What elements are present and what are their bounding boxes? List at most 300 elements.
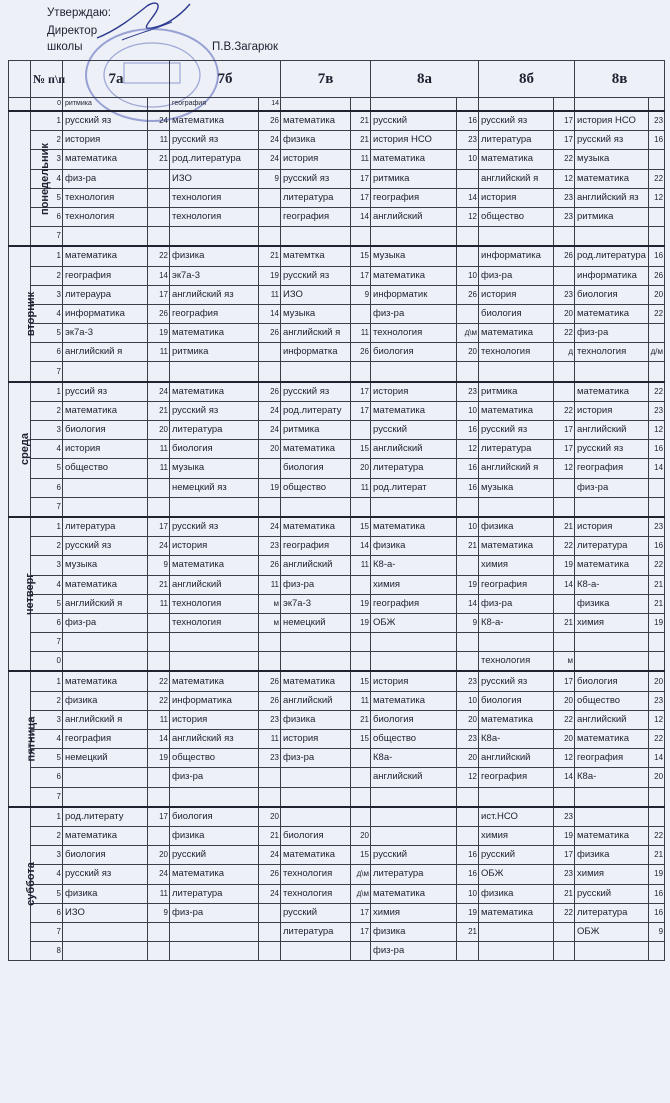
hours-cell [554,922,575,941]
hours-cell: 23 [649,517,665,537]
lesson-row [9,826,665,845]
subject-cell: литература [371,865,457,884]
subject-cell: физ-ра [479,594,554,613]
lesson-number: 2 [31,131,63,150]
subject-cell: литература [63,517,148,537]
lesson-row [9,401,665,420]
hours-cell: 11 [351,478,371,497]
subject-cell: биология [575,671,649,691]
subject-cell: математика [479,710,554,729]
subject-cell: литература [281,188,351,207]
subject-cell [63,787,148,807]
lesson-row [9,324,665,343]
hours-cell: 11 [351,691,371,710]
hours-cell: 14 [148,730,170,749]
lesson-row [9,440,665,459]
subject-cell: английский [371,440,457,459]
hours-cell: 20 [148,421,170,440]
subject-cell: русский [479,846,554,865]
day-name: суббота [24,862,37,906]
subject-cell: информатика [575,266,649,285]
subject-cell: русский яз [281,382,351,402]
hours-cell: 14 [351,207,371,226]
lesson-number: 6 [31,768,63,787]
hours-cell: 11 [148,131,170,150]
subject-cell: математика [575,730,649,749]
hours-cell: 24 [148,537,170,556]
subject-cell: биология [281,459,351,478]
hours-cell: 17 [351,903,371,922]
subject-cell: ритмика [575,207,649,226]
hours-cell: 22 [148,246,170,266]
hours-cell [259,652,281,672]
hours-cell: 16 [649,884,665,903]
lesson-number: 3 [31,846,63,865]
hours-cell [457,497,479,517]
hours-cell: 17 [554,421,575,440]
subject-cell [479,787,554,807]
subject-cell: география [170,304,259,323]
subject-cell: математика [371,691,457,710]
subject-cell: математика [575,826,649,845]
hours-cell: 16 [457,846,479,865]
hours-cell [148,633,170,652]
subject-cell: русский яз [170,517,259,537]
subject-cell: физ-ра [170,768,259,787]
subject-cell [371,98,457,112]
subject-cell: эк7а-3 [63,324,148,343]
lesson-number: 6 [31,343,63,362]
subject-cell: биология [479,691,554,710]
subject-cell: география [479,768,554,787]
subject-cell: математика [63,826,148,845]
subject-cell: литература [170,884,259,903]
hours-cell: 12 [649,421,665,440]
subject-cell [575,652,649,672]
subject-cell: английский яз [170,285,259,304]
hours-cell: 9 [351,285,371,304]
hours-cell: 20 [649,671,665,691]
hours-cell: 16 [457,459,479,478]
subject-cell: технология [63,188,148,207]
hours-cell: 24 [259,884,281,903]
lesson-number: 6 [31,613,63,632]
subject-cell: русский яз [575,440,649,459]
lesson-row [9,421,665,440]
hours-cell: 10 [457,266,479,285]
subject-cell: математика [479,150,554,169]
subject-cell [281,98,351,112]
hours-cell [148,613,170,632]
hours-cell: 17 [351,266,371,285]
hours-cell: 21 [554,884,575,903]
subject-cell: русский яз [479,421,554,440]
hours-cell: 21 [351,111,371,131]
subject-cell: физ-ра [63,613,148,632]
director-name: П.В.Загарюк [212,41,279,53]
hours-cell [457,246,479,266]
subject-cell: физика [170,246,259,266]
header-row [9,61,665,98]
subject-cell [281,768,351,787]
lesson-number: 4 [31,440,63,459]
hours-cell [148,227,170,247]
subject-cell: физ-ра [479,266,554,285]
subject-cell: музыка [479,478,554,497]
hours-cell [649,652,665,672]
hours-cell [259,343,281,362]
empty-day-cell [9,98,31,112]
lesson-number: 7 [31,362,63,382]
subject-cell [371,497,457,517]
hours-cell: 23 [259,749,281,768]
lesson-row [9,246,665,266]
subject-cell [281,652,351,672]
subject-cell: литература [575,537,649,556]
hours-cell: 11 [259,285,281,304]
hours-cell [457,169,479,188]
hours-cell: 15 [351,246,371,266]
day-name: среда [19,433,32,466]
subject-cell: информатик [371,285,457,304]
hours-cell: 9 [259,169,281,188]
hours-cell: д\м [457,324,479,343]
lesson-number: 5 [31,459,63,478]
subject-cell: география [575,459,649,478]
subject-cell: технология [479,343,554,362]
subject-cell: история [479,188,554,207]
hours-cell: 19 [351,594,371,613]
hours-cell: 26 [554,246,575,266]
subject-cell [63,633,148,652]
hours-cell: 19 [649,865,665,884]
subject-cell: немецкий [63,749,148,768]
hours-cell: 21 [649,575,665,594]
subject-cell [63,942,148,961]
hours-cell: 23 [259,710,281,729]
subject-cell: информатика [479,246,554,266]
hours-cell: 12 [649,188,665,207]
hours-cell: 21 [148,401,170,420]
hours-cell: 10 [457,691,479,710]
hours-cell: 22 [554,710,575,729]
lesson-row [9,382,665,402]
subject-cell [479,942,554,961]
hours-cell: 26 [259,111,281,131]
subject-cell: русский [371,111,457,131]
subject-cell [479,362,554,382]
hours-cell: 21 [649,846,665,865]
subject-cell: русский яз [281,266,351,285]
class-header-5: 8б [479,61,575,98]
hours-cell: 21 [148,575,170,594]
lesson-number: 2 [31,691,63,710]
subject-cell: английский я [63,343,148,362]
subject-cell: история [170,710,259,729]
subject-cell [575,497,649,517]
lesson-number: 3 [31,150,63,169]
subject-cell: русский [575,884,649,903]
subject-cell [575,362,649,382]
hours-cell [351,768,371,787]
subject-cell: английский [281,556,351,575]
hours-cell [148,942,170,961]
hours-cell: 23 [554,207,575,226]
subject-cell: история [575,517,649,537]
subject-cell: математика [575,382,649,402]
lesson-number: 4 [31,304,63,323]
lesson-number: 7 [31,227,63,247]
hours-cell [259,768,281,787]
lesson-row [9,169,665,188]
hours-cell: 21 [649,594,665,613]
subject-cell: математика [63,150,148,169]
day-name: вторник [25,291,38,337]
subject-cell: английский я [281,324,351,343]
hours-cell: 26 [259,382,281,402]
hours-cell: 21 [351,710,371,729]
day-label [9,807,37,961]
subject-cell: русский яз [63,865,148,884]
subject-cell [170,362,259,382]
subject-cell: технология [575,343,649,362]
hours-cell: 11 [148,440,170,459]
hours-cell: 16 [457,478,479,497]
hours-cell [554,478,575,497]
hours-cell: 20 [351,826,371,845]
subject-cell: ИЗО [63,903,148,922]
hours-cell: 23 [457,730,479,749]
hours-cell: д\м [351,884,371,903]
hours-cell: 26 [259,865,281,884]
lesson-row [9,749,665,768]
hours-cell: 22 [148,691,170,710]
subject-cell: английский яз [575,188,649,207]
hours-cell: 17 [554,131,575,150]
subject-cell [371,826,457,845]
subject-cell: ритмика [371,169,457,188]
subject-cell: история [63,131,148,150]
subject-cell: литераура [63,285,148,304]
lesson-row [9,691,665,710]
hours-cell [649,150,665,169]
hours-cell [259,497,281,517]
lesson-number: 0 [31,652,63,672]
subject-cell: математика [63,671,148,691]
hours-cell: 22 [649,556,665,575]
subject-cell: математика [479,324,554,343]
subject-cell: матемтка [281,246,351,266]
subject-cell: математика [170,671,259,691]
subject-cell: география [281,537,351,556]
hours-cell: 14 [649,459,665,478]
subject-cell: география [575,749,649,768]
hours-cell [457,807,479,827]
hours-cell: 17 [148,807,170,827]
subject-cell: ритмика [281,421,351,440]
hours-cell [457,652,479,672]
subject-cell: история [371,671,457,691]
subject-cell: математика [479,401,554,420]
subject-cell: математика [575,304,649,323]
subject-cell [575,227,649,247]
lesson-number: 3 [31,285,63,304]
subject-cell [575,787,649,807]
subject-cell: технология [63,207,148,226]
subject-cell [371,362,457,382]
lesson-row [9,266,665,285]
hours-cell [457,787,479,807]
hours-cell: д\м [351,865,371,884]
subject-cell: общество [479,207,554,226]
subject-cell: К8-а- [575,575,649,594]
hours-cell: 12 [554,169,575,188]
schedule-table [8,60,665,961]
subject-cell: технология [281,884,351,903]
hours-cell: 11 [351,324,371,343]
hours-cell: 12 [457,768,479,787]
subject-cell: химия [575,613,649,632]
subject-cell: музыка [281,304,351,323]
subject-cell: история [281,730,351,749]
hours-cell: 20 [259,440,281,459]
lesson-number: 1 [31,382,63,402]
lesson-number: 7 [31,787,63,807]
hours-cell: 23 [649,691,665,710]
hours-cell [148,922,170,941]
subject-cell: информатика [63,304,148,323]
day-label [9,671,38,806]
number-column-header: № п\п [31,61,63,98]
hours-cell [148,497,170,517]
subject-cell [575,942,649,961]
subject-cell: технология [479,652,554,672]
hours-cell: 26 [259,324,281,343]
lesson-number: 3 [31,710,63,729]
hours-cell: 17 [351,169,371,188]
lesson-row [9,730,665,749]
hours-cell [259,922,281,941]
subject-cell: русский [371,421,457,440]
hours-cell [649,362,665,382]
subject-cell [63,478,148,497]
subject-cell [371,807,457,827]
lesson-number: 5 [31,594,63,613]
subject-cell: русский яз [281,169,351,188]
subject-cell [575,98,649,112]
lesson-row [9,846,665,865]
hours-cell [457,556,479,575]
hours-cell [351,787,371,807]
lesson-row [9,285,665,304]
subject-cell: география [281,207,351,226]
hours-cell: 15 [351,671,371,691]
hours-cell [259,942,281,961]
hours-cell: д/м [649,343,665,362]
hours-cell: 11 [148,884,170,903]
hours-cell: 19 [259,266,281,285]
lesson-number: 5 [31,324,63,343]
subject-cell: физика [371,537,457,556]
hours-cell: 11 [148,459,170,478]
subject-cell: русский яз [479,111,554,131]
hours-cell: 20 [554,730,575,749]
hours-cell [148,207,170,226]
subject-cell [170,227,259,247]
hours-cell: 15 [351,517,371,537]
subject-cell [371,633,457,652]
subject-cell: история [281,150,351,169]
hours-cell: 16 [649,131,665,150]
lesson-row [9,787,665,807]
hours-cell [259,459,281,478]
hours-cell [457,362,479,382]
hours-cell: 26 [351,343,371,362]
hours-cell: 22 [554,903,575,922]
lesson-number: 6 [31,207,63,226]
lesson-number: 7 [31,922,63,941]
lesson-number: 4 [31,169,63,188]
lesson-number: 1 [31,517,63,537]
subject-cell: химия [371,575,457,594]
subject-cell: информатика [170,691,259,710]
hours-cell: 24 [259,131,281,150]
hours-cell: 24 [148,865,170,884]
hours-cell: 22 [148,671,170,691]
subject-cell: физ-ра [575,478,649,497]
subject-cell: химия [575,865,649,884]
hours-cell [457,304,479,323]
subject-cell: математика [371,150,457,169]
hours-cell: 16 [457,421,479,440]
hours-cell [649,787,665,807]
hours-cell: 22 [649,304,665,323]
subject-cell: английский [575,421,649,440]
subject-cell: английский я [63,594,148,613]
lesson-row [9,362,665,382]
hours-cell: 24 [148,382,170,402]
subject-cell: математика [281,671,351,691]
subject-cell: общество [170,749,259,768]
day-name: пятница [25,716,38,762]
hours-cell [457,942,479,961]
lesson-row [9,343,665,362]
lesson-number: 7 [31,497,63,517]
subject-cell [63,922,148,941]
hours-cell: 21 [148,150,170,169]
school-label: школы [47,41,83,53]
hours-cell: 16 [649,246,665,266]
lesson-row [9,497,665,517]
subject-cell [63,227,148,247]
subject-cell: английский [371,207,457,226]
hours-cell: 17 [351,188,371,207]
hours-cell: 9 [649,922,665,941]
hours-cell [351,304,371,323]
subject-cell: ритмика [170,343,259,362]
hours-cell [148,826,170,845]
hours-cell: 19 [649,613,665,632]
lesson-row [9,188,665,207]
hours-cell [148,98,170,112]
hours-cell: 20 [554,304,575,323]
hours-cell: 11 [351,556,371,575]
hours-cell: 21 [351,131,371,150]
hours-cell: 14 [457,594,479,613]
lesson-number: 4 [31,730,63,749]
subject-cell [479,98,554,112]
class-header-2: 7б [170,61,281,98]
